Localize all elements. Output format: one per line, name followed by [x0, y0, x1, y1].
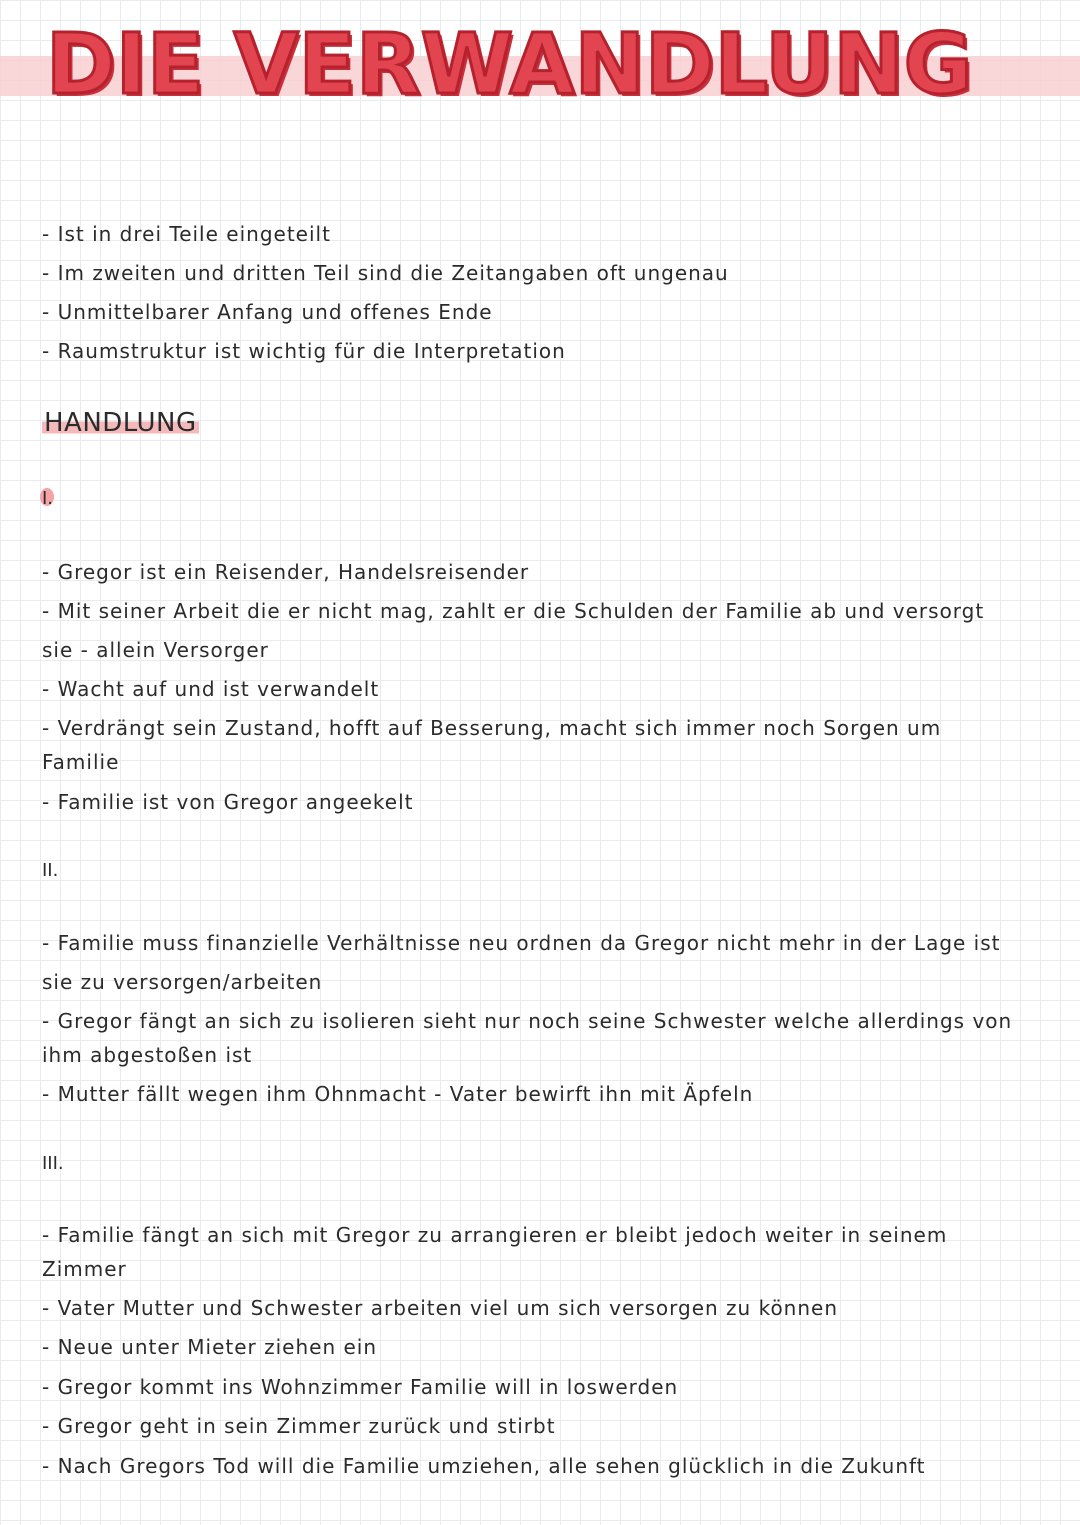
intro-line: - Im zweiten und dritten Teil sind die Zeitangaben oft ungenau [42, 261, 729, 285]
part-numeral: I. [42, 488, 54, 509]
intro-line: - Unmittelbarer Anfang und offenes Ende [42, 300, 493, 324]
part-line: - Gregor ist ein Reisender, Handelsreisender [42, 560, 530, 584]
part-line: Familie [42, 750, 120, 774]
part-line: - Vater Mutter und Schwester arbeiten viel um sich versorgen zu können [42, 1296, 839, 1320]
section-heading [42, 410, 199, 436]
part-line: ihm abgestoßen ist [42, 1043, 253, 1067]
part-line: - Gregor fängt an sich zu isolieren sieht nur noch seine Schwester welche allerdings von [42, 1009, 1013, 1033]
part-line: - Nach Gregors Tod will die Familie umziehen, alle sehen glücklich in die Zukunft [42, 1454, 926, 1478]
part-line: Zimmer [42, 1257, 127, 1281]
part-line: - Gregor kommt ins Wohnzimmer Familie will in loswerden [42, 1375, 679, 1399]
intro-line: - Raumstruktur ist wichtig für die Interpretation [42, 339, 566, 363]
part-line: - Mutter fällt wegen ihm Ohnmacht - Vater bewirft ihn mit Äpfeln [42, 1082, 754, 1106]
page-title: DIE VERWANDLUNG [46, 15, 973, 113]
part-line: - Wacht auf und ist verwandelt [42, 677, 380, 701]
part-numeral: II. [42, 860, 59, 881]
part-line: - Verdrängt sein Zustand, hofft auf Besserung, macht sich immer noch Sorgen um [42, 716, 942, 740]
intro-line: - Ist in drei Teile eingeteilt [42, 222, 331, 246]
part-line: sie zu versorgen/arbeiten [42, 970, 323, 994]
part-numeral: III. [42, 1153, 64, 1174]
part-line: - Familie muss finanzielle Verhältnisse neu ordnen da Gregor nicht mehr in der Lage ist [42, 931, 1001, 955]
part-line: - Neue unter Mieter ziehen ein [42, 1335, 378, 1359]
part-line: - Familie ist von Gregor angeekelt [42, 790, 414, 814]
part-line: sie - allein Versorger [42, 638, 269, 662]
section-heading-text: HANDLUNG [44, 408, 197, 438]
part-line: - Gregor geht in sein Zimmer zurück und stirbt [42, 1414, 556, 1438]
part-line: - Mit seiner Arbeit die er nicht mag, zahlt er die Schulden der Familie ab und versorgt [42, 599, 985, 623]
part-line: - Familie fängt an sich mit Gregor zu arrangieren er bleibt jedoch weiter in seinem [42, 1223, 948, 1247]
